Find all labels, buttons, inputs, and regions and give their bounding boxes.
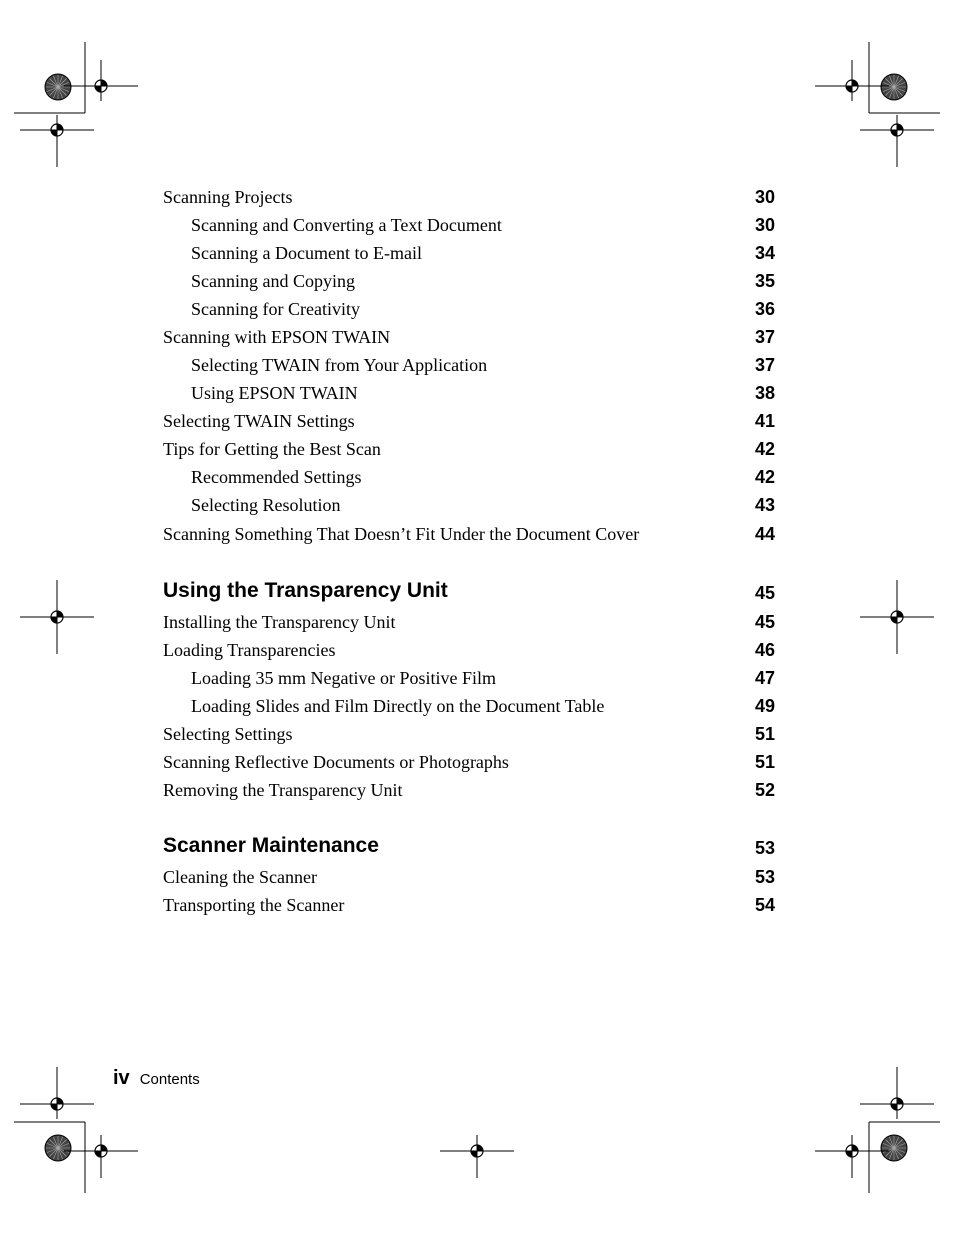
toc-entry-page: 51	[754, 752, 775, 772]
toc-entry-title: Selecting TWAIN Settings	[163, 411, 355, 431]
toc-entry-page: 45	[754, 612, 775, 632]
toc-entry-page: 44	[754, 524, 775, 544]
toc-entry-page: 47	[754, 668, 775, 688]
toc-entry-title: Scanning a Document to E-mail	[191, 243, 422, 263]
toc-entry[interactable]	[163, 636, 775, 664]
toc-entry-title: Installing the Transparency Unit	[163, 612, 396, 632]
toc-entry-page: 46	[754, 640, 775, 660]
toc-entry-title: Cleaning the Scanner	[163, 867, 317, 887]
section-heading-title: Using the Transparency Unit	[163, 579, 448, 602]
toc-entry-title: Selecting Settings	[163, 724, 293, 744]
section-heading-page: 53	[754, 838, 775, 858]
toc-subentry[interactable]	[163, 267, 775, 295]
toc-entry-title: Selecting Resolution	[191, 495, 341, 515]
toc-entry-page: 37	[754, 327, 775, 347]
toc-entry[interactable]	[163, 435, 775, 463]
toc-subentry[interactable]	[163, 664, 775, 692]
toc-entry-page: 38	[754, 383, 775, 403]
toc-entry-title: Selecting TWAIN from Your Application	[191, 355, 488, 375]
section-heading[interactable]	[163, 574, 775, 608]
toc-entry-title: Loading 35 mm Negative or Positive Film	[191, 668, 496, 688]
toc-entry-title: Loading Transparencies	[163, 640, 336, 660]
toc-entry-title: Using EPSON TWAIN	[191, 383, 358, 403]
toc-entry[interactable]	[163, 519, 775, 549]
toc-entry-title: Scanning and Copying	[191, 271, 355, 291]
toc-entry-page: 49	[754, 696, 775, 716]
footer-label: Contents	[139, 1071, 200, 1088]
toc-entry-page: 43	[754, 495, 775, 515]
toc-subentry[interactable]	[163, 692, 775, 720]
toc-entry[interactable]	[163, 323, 775, 351]
page-footer	[113, 1067, 200, 1090]
toc-entry-page: 42	[754, 467, 775, 487]
toc-entry[interactable]	[163, 891, 775, 919]
toc-subentry[interactable]	[163, 295, 775, 323]
toc-entry[interactable]	[163, 748, 775, 776]
toc-entry-title: Scanning with EPSON TWAIN	[163, 327, 391, 347]
toc-entry-page: 34	[754, 243, 775, 263]
toc-entry-page: 30	[754, 187, 775, 207]
toc-entry-title: Scanning and Converting a Text Document	[191, 215, 502, 235]
toc-entry-page: 41	[754, 411, 775, 431]
toc-entry-page: 53	[754, 867, 775, 887]
toc-entry[interactable]	[163, 407, 775, 435]
toc-entry[interactable]	[163, 183, 775, 211]
toc-entry-title: Scanning Something That Doesn’t Fit Under the Document Cover	[163, 524, 640, 544]
toc-entry-page: 30	[754, 215, 775, 235]
footer-page-number: iv	[113, 1067, 130, 1089]
toc-entry-page: 42	[754, 439, 775, 459]
toc-entry-page: 36	[754, 299, 775, 319]
toc-entry[interactable]	[163, 720, 775, 748]
toc-entry-title: Scanning for Creativity	[191, 299, 360, 319]
toc-subentry[interactable]	[163, 239, 775, 267]
toc-entry-title: Scanning Projects	[163, 187, 293, 207]
toc-subentry[interactable]	[163, 211, 775, 239]
toc-entry-page: 54	[754, 895, 775, 915]
toc-entry[interactable]	[163, 608, 775, 636]
toc-entry-title: Recommended Settings	[191, 467, 362, 487]
section-heading[interactable]	[163, 829, 775, 863]
toc-entry-title: Scanning Reflective Documents or Photographs	[163, 752, 509, 772]
table-of-contents	[163, 183, 775, 919]
toc-subentry[interactable]	[163, 491, 775, 519]
section-heading-title: Scanner Maintenance	[163, 834, 379, 857]
toc-entry[interactable]	[163, 776, 775, 804]
toc-subentry[interactable]	[163, 463, 775, 491]
toc-entry-page: 51	[754, 724, 775, 744]
toc-subentry[interactable]	[163, 379, 775, 407]
toc-entry-page: 52	[754, 780, 775, 800]
toc-entry-page: 35	[754, 271, 775, 291]
toc-entry-title: Removing the Transparency Unit	[163, 780, 403, 800]
section-heading-page: 45	[754, 583, 775, 603]
toc-subentry[interactable]	[163, 351, 775, 379]
toc-entry-page: 37	[754, 355, 775, 375]
toc-entry-title: Loading Slides and Film Directly on the Document Table	[191, 696, 605, 716]
toc-entry-title: Tips for Getting the Best Scan	[163, 439, 381, 459]
toc-entry[interactable]	[163, 863, 775, 891]
toc-entry-title: Transporting the Scanner	[163, 895, 345, 915]
